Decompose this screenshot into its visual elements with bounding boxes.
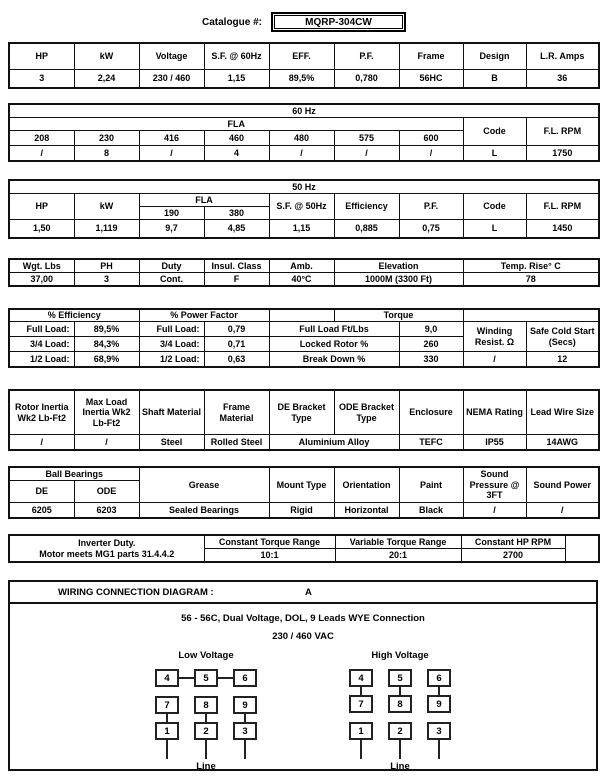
fifty-hz-header-row1	[9, 194, 599, 207]
pf-12-load-label: 1/2 Load:	[139, 352, 204, 368]
wiring-subtitle: 56 - 56C, Dual Voltage, DOL, 9 Leads WYE Connection	[181, 613, 425, 624]
amb-header: Amb.	[269, 259, 334, 273]
general-value-row	[9, 273, 599, 287]
fla50-voltage: 190	[139, 207, 204, 220]
main-ratings-header-row	[9, 43, 599, 70]
safe-cold-header: Safe Cold Start (Secs)	[526, 322, 599, 352]
eff-12-load-value: 68,9%	[74, 352, 139, 368]
sf60-header: S.F. @ 60Hz	[204, 43, 269, 70]
sixty-hz-title-row	[9, 104, 599, 118]
nema-rating-header: NEMA Rating	[463, 390, 526, 435]
line-label: Line	[390, 761, 410, 772]
nema-rating-value: IP55	[463, 435, 526, 451]
performance-empty-cell	[463, 309, 599, 322]
terminal-box: 5	[388, 669, 412, 687]
pf50-header: P.F.	[399, 194, 463, 220]
pf50-value: 0,75	[399, 220, 463, 239]
eff-value: 89,5%	[269, 70, 334, 89]
wire-connector	[205, 714, 207, 722]
wiring-voltage: 230 / 460 VAC	[272, 631, 334, 642]
torque-break-down-value: 330	[399, 352, 463, 368]
mount-type-value: Rigid	[269, 503, 334, 519]
bracket-material-value: Aluminium Alloy	[269, 435, 399, 451]
low-voltage-label: Low Voltage	[178, 650, 234, 661]
wiring-diagrams	[10, 650, 596, 772]
eff50-value: 0,885	[334, 220, 399, 239]
ode-bracket-header: ODE Bracket Type	[334, 390, 399, 435]
fifty-hz-title: 50 Hz	[9, 180, 599, 194]
kw-value: 2,24	[74, 70, 139, 89]
high-voltage-terminals	[349, 669, 451, 759]
enclosure-header: Enclosure	[399, 390, 463, 435]
catalogue-number: MQRP-304CW	[305, 16, 372, 28]
wire-connector	[179, 677, 194, 679]
terminal-box: 7	[349, 695, 373, 713]
terminal-box: 6	[233, 669, 257, 687]
torque-full-load-value: 9,0	[399, 322, 463, 337]
inverter-duty-note	[9, 535, 204, 562]
torque-break-down-label: Break Down %	[269, 352, 399, 368]
grease-header: Grease	[139, 467, 269, 503]
paint-header: Paint	[399, 467, 463, 503]
de-bracket-header: DE Bracket Type	[269, 390, 334, 435]
torque-locked-rotor-label: Locked Rotor %	[269, 337, 399, 352]
sound-power-value: /	[526, 503, 599, 519]
wire-connector	[218, 677, 233, 679]
shaft-material-value: Steel	[139, 435, 204, 451]
pf-12-load-value: 0,63	[204, 352, 269, 368]
sound-pressure-value: /	[463, 503, 526, 519]
hp50-header: HP	[9, 194, 74, 220]
sound-power-header: Sound Power	[526, 467, 599, 503]
wiring-title-bar	[10, 582, 596, 604]
line-lead-wire	[360, 740, 362, 759]
pf-34-load-label: 3/4 Load:	[139, 337, 204, 352]
terminal-box: 1	[349, 722, 373, 740]
catalogue-header	[8, 10, 600, 34]
torque-title: Torque	[334, 309, 463, 322]
catalogue-number-box	[271, 12, 406, 32]
high-voltage-diagram	[349, 650, 451, 772]
orientation-value: Horizontal	[334, 503, 399, 519]
fla-voltage: 208	[9, 131, 74, 146]
terminal-box: 9	[233, 696, 257, 714]
fla50-label: FLA	[139, 194, 269, 207]
elevation-value: 1000M (3300 Ft)	[334, 273, 463, 287]
fifty-hz-table	[8, 179, 600, 239]
bearings-header-row1	[9, 467, 599, 481]
fla-value: /	[334, 146, 399, 162]
eff-34-load-label: 3/4 Load:	[9, 337, 74, 352]
amb-value: 40°C	[269, 273, 334, 287]
fla-value-row	[9, 146, 599, 162]
terminal-box: 7	[155, 696, 179, 714]
eff-12-load-label: 1/2 Load:	[9, 352, 74, 368]
main-ratings-value-row	[9, 70, 599, 89]
terminal-box: 4	[349, 669, 373, 687]
mount-type-header: Mount Type	[269, 467, 334, 503]
construction-value-row	[9, 435, 599, 451]
catalogue-label: Catalogue #:	[201, 16, 262, 28]
wire-connector	[360, 687, 362, 695]
safe-cold-value: 12	[526, 352, 599, 368]
fla-value: /	[9, 146, 74, 162]
design-header: Design	[463, 43, 526, 70]
fla-value: /	[399, 146, 463, 162]
fla-label: FLA	[9, 118, 463, 131]
torque-full-load-label: Full Load Ft/Lbs	[269, 322, 399, 337]
construction-header-row	[9, 390, 599, 435]
terminal-box: 5	[194, 669, 218, 687]
low-voltage-diagram	[155, 650, 257, 772]
wiring-title: WIRING CONNECTION DIAGRAM :	[58, 586, 214, 598]
paint-value: Black	[399, 503, 463, 519]
kw50-value: 1,119	[74, 220, 139, 239]
performance-table	[8, 308, 600, 368]
low-voltage-terminals	[155, 669, 257, 759]
grease-value: Sealed Bearings	[139, 503, 269, 519]
eff-full-load-value: 89,5%	[74, 322, 139, 337]
fla380-value: 4,85	[204, 220, 269, 239]
pf-full-load-value: 0,79	[204, 322, 269, 337]
enclosure-value: TEFC	[399, 435, 463, 451]
inverter-duty-line2: Motor meets MG1 parts 31.4.4.2	[39, 548, 175, 559]
fla-value: /	[269, 146, 334, 162]
power-factor-title: % Power Factor	[139, 309, 269, 322]
frame-header: Frame	[399, 43, 463, 70]
sixty-hz-title: 60 Hz	[9, 104, 599, 118]
inverter-empty-cell	[565, 535, 599, 562]
max-load-inertia-value: /	[74, 435, 139, 451]
sf50-header: S.F. @ 50Hz	[269, 194, 334, 220]
high-voltage-label: High Voltage	[371, 650, 429, 661]
kw-header: kW	[74, 43, 139, 70]
eff-header: EFF.	[269, 43, 334, 70]
fla-value: 8	[74, 146, 139, 162]
line-lead-wire	[244, 740, 246, 759]
wiring-diagram-section	[8, 580, 598, 771]
wire-connector	[244, 714, 246, 722]
wire-connector	[438, 687, 440, 695]
temp-rise-header: Temp. Rise° C	[463, 259, 599, 273]
fla-voltage: 480	[269, 131, 334, 146]
sound-pressure-header: Sound Pressure @ 3FT	[463, 467, 526, 503]
code-header: Code	[463, 118, 526, 146]
variable-torque-value: 20:1	[335, 549, 461, 563]
wire-connector	[399, 687, 401, 695]
performance-row-full-load	[9, 322, 599, 337]
construction-table	[8, 389, 600, 451]
voltage-header: Voltage	[139, 43, 204, 70]
main-ratings-table	[8, 42, 600, 89]
pf-value: 0,780	[334, 70, 399, 89]
fla190-value: 9,7	[139, 220, 204, 239]
sf60-value: 1,15	[204, 70, 269, 89]
terminal-box: 2	[194, 722, 218, 740]
lramps-value: 36	[526, 70, 599, 89]
line-lead-wire	[438, 740, 440, 759]
performance-header-row	[9, 309, 599, 322]
flrpm50-value: 1450	[526, 220, 599, 239]
torque-locked-rotor-value: 260	[399, 337, 463, 352]
elevation-header: Elevation	[334, 259, 463, 273]
fla-title-row	[9, 118, 599, 131]
hp50-value: 1,50	[9, 220, 74, 239]
inverter-duty-line1: Inverter Duty.	[78, 537, 136, 548]
sixty-hz-table	[8, 103, 600, 162]
hp-value: 3	[9, 70, 74, 89]
wiring-diagram-id: A	[305, 586, 312, 598]
variable-torque-header: Variable Torque Range	[335, 535, 461, 549]
flrpm50-header: F.L. RPM	[526, 194, 599, 220]
torque-spacer-cell	[269, 309, 334, 322]
code50-value: L	[463, 220, 526, 239]
winding-resist-value: /	[463, 352, 526, 368]
line-lead-wire	[205, 740, 207, 759]
fifty-hz-title-row	[9, 180, 599, 194]
line-lead-wire	[166, 740, 168, 759]
fla-voltage: 416	[139, 131, 204, 146]
general-header-row	[9, 259, 599, 273]
terminal-box: 4	[155, 669, 179, 687]
eff50-header: Efficiency	[334, 194, 399, 220]
frame-material-value: Rolled Steel	[204, 435, 269, 451]
constant-hp-header: Constant HP RPM	[461, 535, 565, 549]
flrpm-value: 1750	[526, 146, 599, 162]
sf50-value: 1,15	[269, 220, 334, 239]
eff-34-load-value: 84,3%	[74, 337, 139, 352]
efficiency-title: % Efficiency	[9, 309, 139, 322]
de-header: DE	[9, 481, 74, 503]
duty-header: Duty	[139, 259, 204, 273]
duty-value: Cont.	[139, 273, 204, 287]
terminal-box: 3	[233, 722, 257, 740]
terminal-box: 6	[427, 669, 451, 687]
insul-value: F	[204, 273, 269, 287]
code-value: L	[463, 146, 526, 162]
fifty-hz-value-row	[9, 220, 599, 239]
code50-header: Code	[463, 194, 526, 220]
line-lead-wire	[399, 740, 401, 759]
kw50-header: kW	[74, 194, 139, 220]
lead-wire-value: 14AWG	[526, 435, 599, 451]
eff-full-load-label: Full Load:	[9, 322, 74, 337]
inverter-duty-table	[8, 534, 600, 563]
rotor-inertia-value: /	[9, 435, 74, 451]
frame-value: 56HC	[399, 70, 463, 89]
terminal-box: 8	[388, 695, 412, 713]
ph-value: 3	[74, 273, 139, 287]
max-load-inertia-header: Max Load Inertia Wk2 Lb-Ft2	[74, 390, 139, 435]
inverter-header-row	[9, 535, 599, 549]
fla-voltage: 460	[204, 131, 269, 146]
flrpm-header: F.L. RPM	[526, 118, 599, 146]
winding-resist-header: Winding Resist. Ω	[463, 322, 526, 352]
performance-row-12-load	[9, 352, 599, 368]
ph-header: PH	[74, 259, 139, 273]
lramps-header: L.R. Amps	[526, 43, 599, 70]
terminal-box: 2	[388, 722, 412, 740]
fla-voltage: 600	[399, 131, 463, 146]
terminal-box: 1	[155, 722, 179, 740]
wire-connector	[166, 714, 168, 722]
constant-hp-value: 2700	[461, 549, 565, 563]
fla-value: /	[139, 146, 204, 162]
terminal-box: 8	[194, 696, 218, 714]
bearings-value-row	[9, 503, 599, 519]
weight-value: 37,00	[9, 273, 74, 287]
ode-header: ODE	[74, 481, 139, 503]
weight-header: Wgt. Lbs	[9, 259, 74, 273]
general-data-table	[8, 258, 600, 287]
terminal-box: 9	[427, 695, 451, 713]
frame-material-header: Frame Material	[204, 390, 269, 435]
pf-full-load-label: Full Load:	[139, 322, 204, 337]
fla-voltage: 575	[334, 131, 399, 146]
constant-torque-value: 10:1	[204, 549, 335, 563]
terminal-box: 3	[427, 722, 451, 740]
fla-voltage: 230	[74, 131, 139, 146]
lead-wire-header: Lead Wire Size	[526, 390, 599, 435]
temp-rise-value: 78	[463, 273, 599, 287]
ode-bearing-value: 6203	[74, 503, 139, 519]
pf-header: P.F.	[334, 43, 399, 70]
bearings-table	[8, 466, 600, 519]
insul-header: Insul. Class	[204, 259, 269, 273]
design-value: B	[463, 70, 526, 89]
rotor-inertia-header: Rotor Inertia Wk2 Lb-Ft2	[9, 390, 74, 435]
line-label: Line	[196, 761, 216, 772]
fla50-voltage: 380	[204, 207, 269, 220]
voltage-value: 230 / 460	[139, 70, 204, 89]
ball-bearings-title: Ball Bearings	[9, 467, 139, 481]
de-bearing-value: 6205	[9, 503, 74, 519]
pf-34-load-value: 0,71	[204, 337, 269, 352]
wiring-body	[10, 613, 596, 772]
orientation-header: Orientation	[334, 467, 399, 503]
hp-header: HP	[9, 43, 74, 70]
fla-value: 4	[204, 146, 269, 162]
shaft-material-header: Shaft Material	[139, 390, 204, 435]
constant-torque-header: Constant Torque Range	[204, 535, 335, 549]
